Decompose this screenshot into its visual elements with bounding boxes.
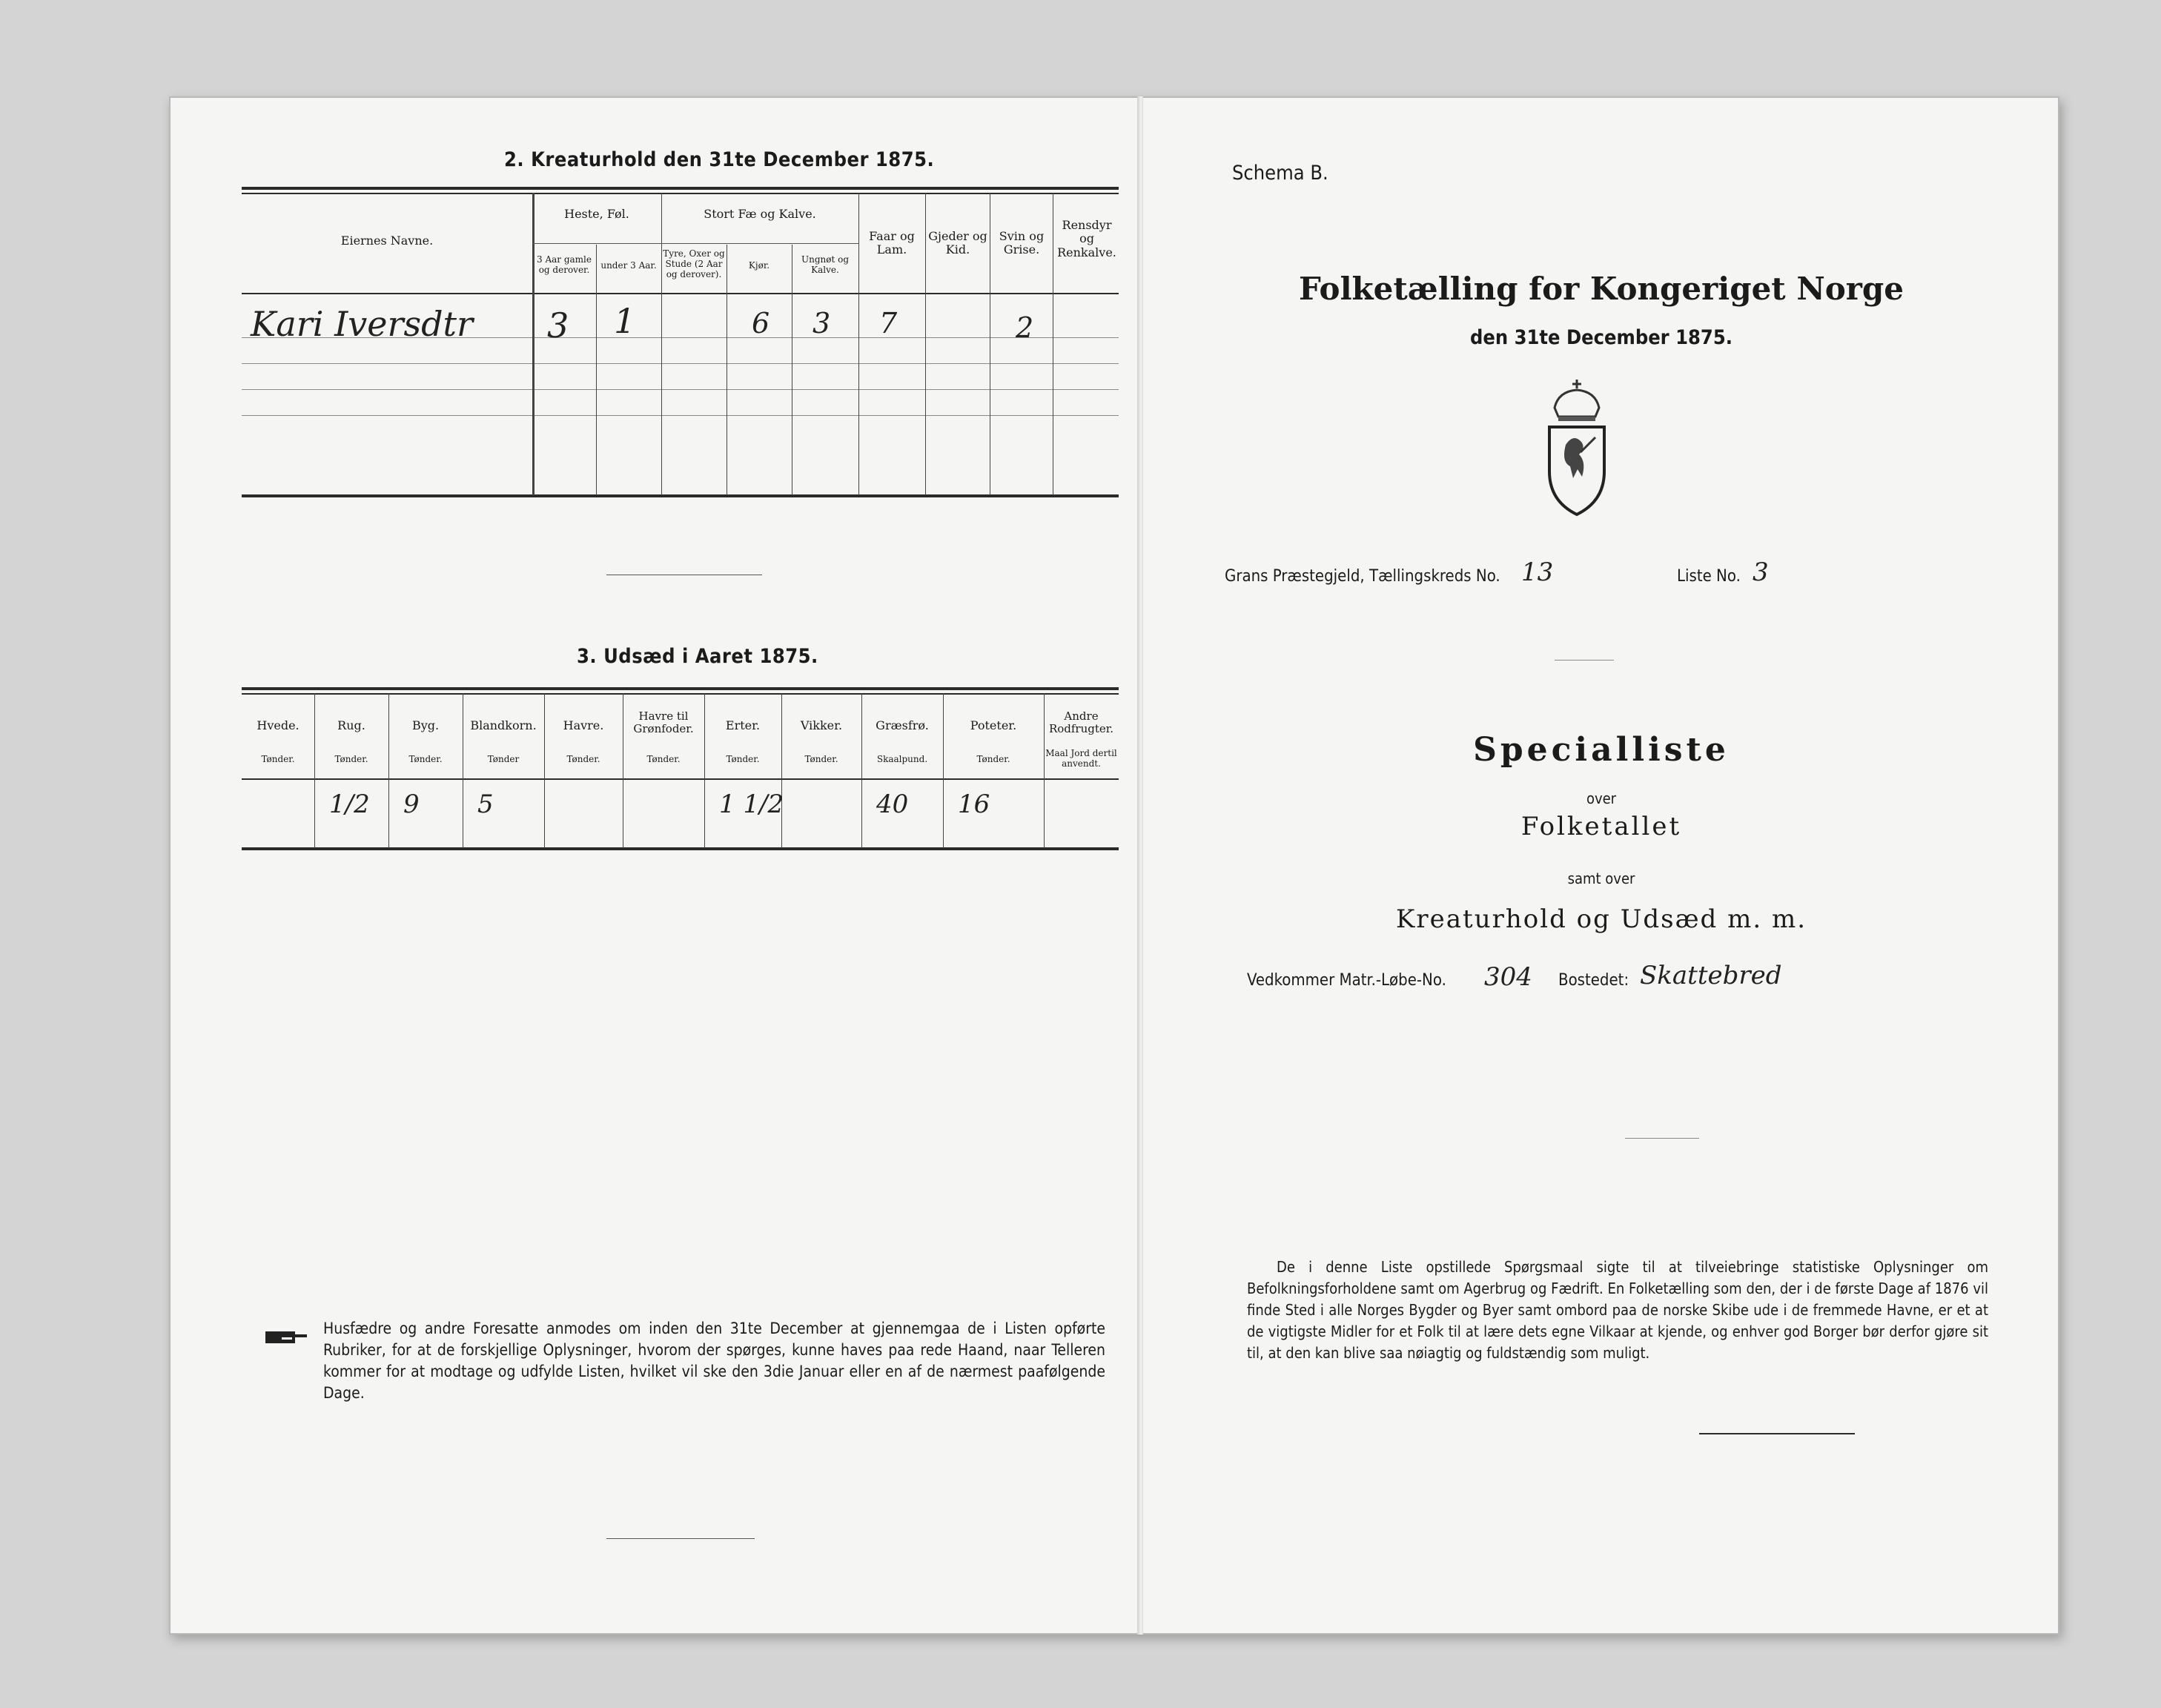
left-page: [169, 96, 1137, 1635]
table2-vline: [596, 245, 597, 495]
table3-unit-3: Tønder: [487, 754, 520, 764]
norwegian-coat-of-arms: [1536, 378, 1618, 519]
cell-horses-under3: 1: [614, 301, 636, 341]
table2-bottom-rule: [242, 494, 1119, 497]
table3-value-8: 40: [876, 790, 909, 819]
table3-header-rule: [242, 778, 1119, 780]
parish-label: Grans Præstegjeld, Tællingskreds No.: [1225, 567, 1500, 586]
table3-unit-10: Maal Jord dertil anvendt.: [1045, 748, 1117, 769]
table3-unit-2: Tønder.: [408, 754, 443, 764]
specialliste-title: Specialliste: [1473, 731, 1730, 769]
table3-value-6: 1 1/2: [719, 790, 784, 819]
over-label: over: [1586, 790, 1617, 807]
table2-row-line: [242, 389, 1119, 390]
schema-label: Schema B.: [1232, 162, 1328, 185]
table3-header-3: Blandkorn.: [470, 718, 537, 732]
right-page: [1143, 96, 2059, 1635]
table2-vline: [661, 193, 662, 495]
list-label: Liste No.: [1677, 567, 1741, 586]
table2-top-rule-2: [242, 193, 1119, 194]
table3-header-6: Erter.: [725, 718, 761, 732]
instruction-note: Husfædre og andre Foresatte anmodes om inden den 31te December at gjennemgaa de i Listen opførte Rubriker, for at de forskjellige Oplysninger, hvorom der spørges, kunne haves paa rede Haand, naar Telleren kommer for at modtage og udfylde Listen, hvilket vil ske den 3die Januar eller en af de nærmest paafølgende Dage.: [323, 1320, 1105, 1402]
header-cattle: Stort Fæ og Kalve.: [704, 207, 816, 221]
census-sheet: [169, 96, 2059, 1635]
table3-value-2: 9: [403, 790, 420, 819]
explanatory-paragraph: De i denne Liste opstillede Spørgsmaal sigte til at tilveiebringe statistiske Oplysninger om Befolkningsforholdene samt om Agerbrug og Fædrift. En Folketælling som den, der i de første Dage af 1876 vil finde Sted i alle Norges Bygder og Byer samt ombord paa de norske Skibe ude i de fremmede Havne, er et at de vigtigste Midler for et Folk til at lære dets egne Vilkaar at kjende, og enhver god Borger bør derfor gjøre sit til, at den kan blive saa nøiagtig og fuldstændig som muligt.: [1247, 1258, 1988, 1362]
page-fold: [1137, 96, 1143, 1635]
header-cattle-bulls: Tyre, Oxer og Stude (2 Aar og derover).: [663, 248, 725, 279]
table3-unit-5: Tønder.: [646, 754, 681, 764]
cell-horses-3plus: 3: [547, 305, 569, 345]
header-horses: Heste, Føl.: [564, 207, 629, 221]
table2-top-rule: [242, 187, 1119, 190]
header-sheep: Faar og Lam.: [869, 229, 915, 257]
table3-header-0: Hvede.: [257, 718, 300, 732]
closing-rule: [1699, 1433, 1855, 1434]
table3-header-8: Græsfrø.: [876, 718, 929, 732]
table3-unit-4: Tønder.: [566, 754, 600, 764]
section-2-title: 2. Kreaturhold den 31te December 1875.: [504, 148, 935, 171]
header-cattle-young: Ungnøt og Kalve.: [801, 254, 850, 275]
table3-vline: [704, 693, 705, 848]
main-subtitle: den 31te December 1875.: [1470, 326, 1733, 349]
kreaturhold-label: Kreaturhold og Udsæd m. m.: [1395, 904, 1807, 934]
matr-label: Vedkommer Matr.-Løbe-No.: [1247, 971, 1446, 990]
section-3-title: 3. Udsæd i Aaret 1875.: [577, 645, 818, 668]
bosted-value: Skattebred: [1640, 961, 1782, 990]
table3-header-4: Havre.: [563, 718, 604, 732]
list-number: 3: [1753, 557, 1769, 587]
cell-pigs: 2: [1016, 311, 1034, 344]
table3-header-9: Poteter.: [970, 718, 1017, 732]
owner-name: Kari Iversdtr: [251, 304, 474, 344]
table3-top-rule: [242, 687, 1119, 690]
table3-unit-1: Tønder.: [334, 754, 368, 764]
table3-bottom-rule: [242, 847, 1119, 850]
header-owner: Eiernes Navne.: [340, 234, 434, 248]
header-pigs: Svin og Grise.: [999, 229, 1045, 257]
table3-unit-6: Tønder.: [726, 754, 760, 764]
table3-unit-8: Skaalpund.: [876, 754, 928, 764]
samt-over-label: samt over: [1567, 870, 1635, 887]
table3-vline: [781, 693, 782, 848]
table2-vline: [858, 193, 859, 495]
cell-sheep: 7: [879, 307, 898, 340]
table3-value-9: 16: [958, 790, 990, 819]
cell-cattle-cows: 6: [752, 307, 770, 340]
table2-row-line: [242, 363, 1119, 364]
table2-subheader-rule: [532, 243, 858, 244]
table3-unit-0: Tønder.: [261, 754, 295, 764]
table2-header-rule: [242, 293, 1119, 294]
table3-vline: [314, 693, 315, 848]
table2-row-line: [242, 415, 1119, 416]
table3-header-5: Havre til Grønfoder.: [633, 709, 694, 736]
table2-vline: [532, 193, 535, 495]
header-horses-under3: under 3 Aar.: [600, 260, 657, 271]
table3-header-1: Rug.: [337, 718, 365, 732]
table3-vline: [943, 693, 944, 848]
table3-unit-7: Tønder.: [804, 754, 838, 764]
table3-vline: [861, 693, 862, 848]
separator: [1555, 660, 1614, 661]
table3-value-3: 5: [477, 790, 494, 819]
header-horses-3plus: 3 Aar gamle og derover.: [537, 254, 592, 275]
matr-number: 304: [1484, 962, 1532, 992]
table3-header-10: Andre Rodfrugter.: [1048, 709, 1114, 736]
main-title: Folketælling for Kongeriget Norge: [1299, 271, 1904, 307]
table2-vline: [925, 193, 926, 495]
separator-bottom: [606, 1538, 755, 1539]
table3-top-rule-2: [242, 693, 1119, 695]
table3-value-1: 1/2: [329, 790, 370, 819]
header-goats: Gjeder og Kid.: [928, 229, 987, 257]
table3-header-7: Vikker.: [800, 718, 843, 732]
district-number: 13: [1521, 557, 1554, 587]
table3-header-2: Byg.: [411, 718, 440, 732]
table3-vline: [388, 693, 389, 848]
header-cattle-cows: Kjør.: [748, 260, 770, 271]
bosted-label: Bostedet:: [1558, 971, 1629, 990]
separator: [1625, 1138, 1699, 1139]
folketallet-label: Folketallet: [1520, 812, 1682, 841]
header-reindeer: Rensdyr og Renkalve.: [1057, 218, 1116, 259]
table3-unit-9: Tønder.: [976, 754, 1010, 764]
table3-vline: [544, 693, 545, 848]
pointing-hand-icon: [265, 1327, 308, 1348]
cell-cattle-young: 3: [813, 307, 831, 340]
